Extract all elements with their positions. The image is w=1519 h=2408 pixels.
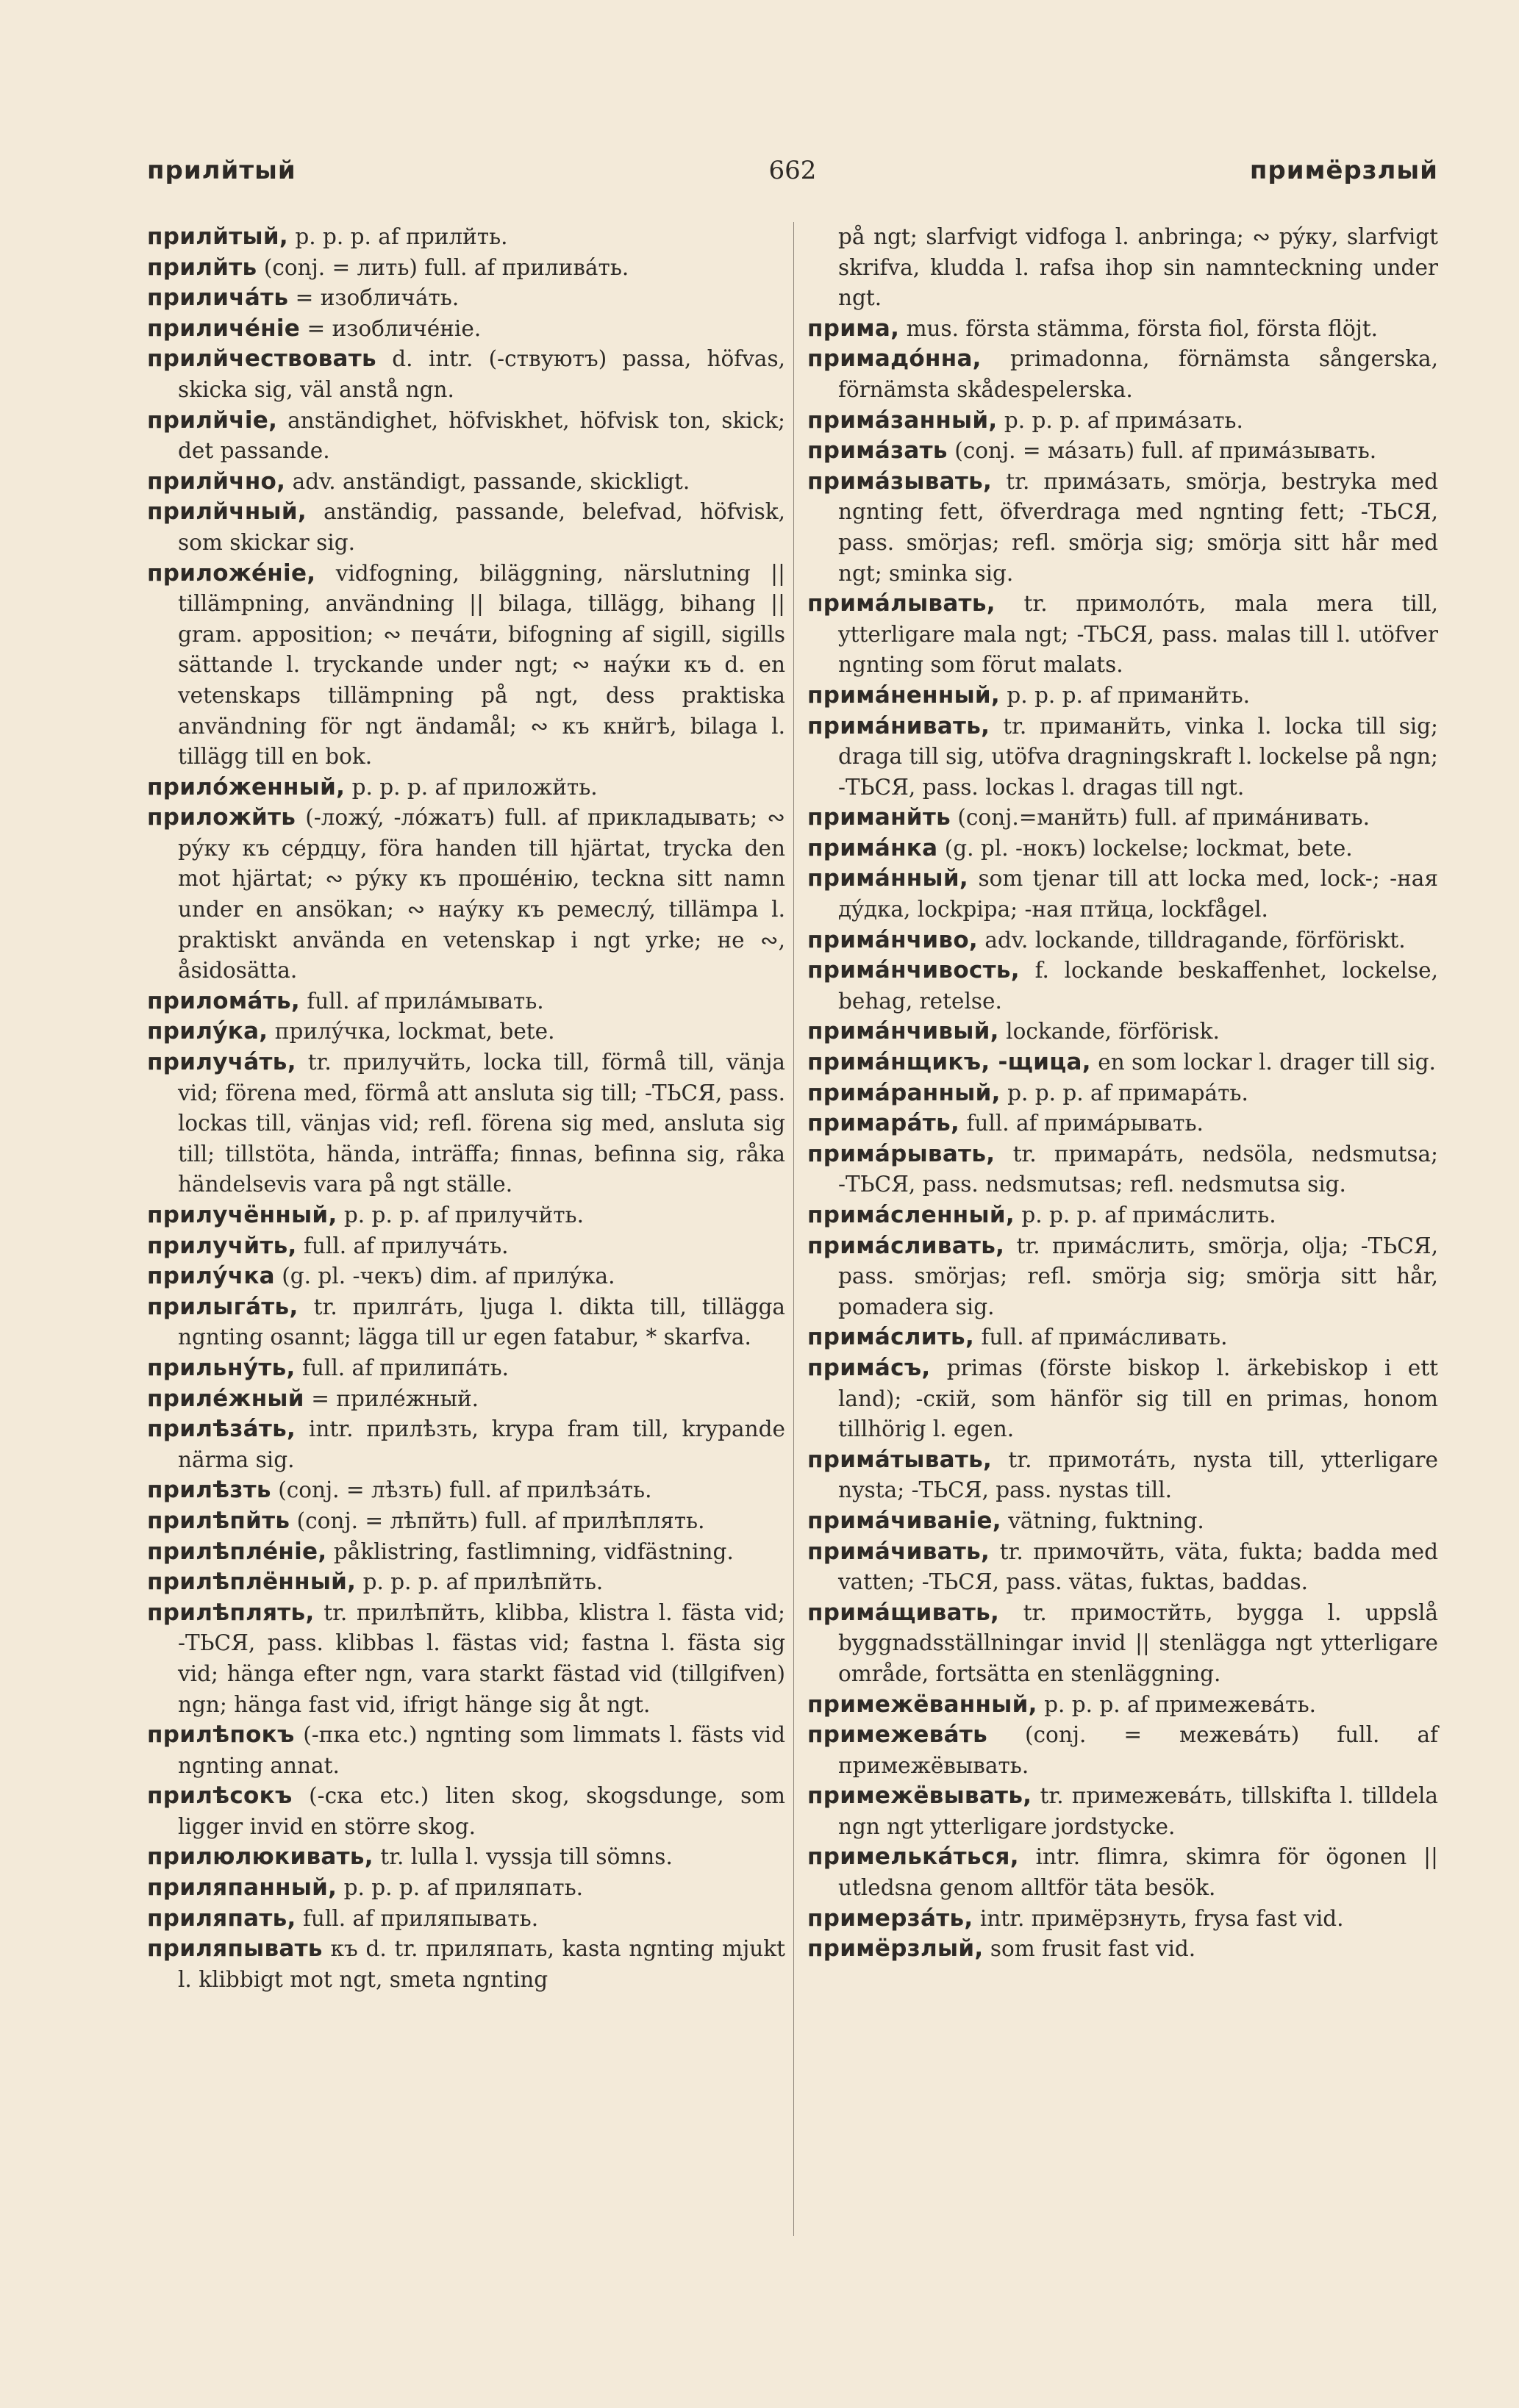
entry-headword: примежёванный, — [807, 1691, 1037, 1718]
dictionary-entry — [807, 1720, 1438, 1781]
entry-headword: приломáть, — [147, 987, 300, 1014]
entry-headword: прилѣзть — [147, 1477, 271, 1504]
dictionary-entry — [147, 1537, 785, 1568]
entry-definition: på ngt; slarfvigt vidfoga l. anbringa; ∾ рýку, slarfvigt skrifva, kludda l. rafsa ihop sin namnteckning under ngt. — [838, 224, 1438, 311]
entry-definition: mus. första stämma, första fiol, första flöjt. — [906, 315, 1378, 341]
dictionary-entry — [807, 681, 1438, 712]
entry-definition: tr. lulla l. vyssja till sömns. — [380, 1844, 673, 1870]
entry-definition: full. af прилучáть. — [303, 1233, 509, 1258]
entry-headword: приляпать, — [147, 1904, 296, 1932]
entry-headword: примáрывать, — [807, 1140, 996, 1167]
entry-headword: приляпывать — [147, 1935, 323, 1963]
entry-headword: приличéніе — [147, 315, 301, 342]
dictionary-entry — [807, 436, 1438, 467]
dictionary-entry — [807, 834, 1438, 864]
entry-definition: p. p. p. af приляпать. — [343, 1875, 584, 1901]
entry-definition: d. intr. (-ствуютъ) passa, höfvas, skicka sig, väl anstå ngn. — [178, 346, 785, 402]
entry-headword: приличáть — [147, 284, 289, 312]
dictionary-entry — [147, 1842, 785, 1873]
dictionary-entry — [807, 467, 1438, 589]
guide-word-first: прилйтый — [147, 156, 296, 185]
entry-definition: tr. примостйть, bygga l. uppslå byggnadsställningar invid || stenlägga ngt ytterligare område, fortsätta en stenläggning. — [838, 1599, 1438, 1686]
dictionary-entry — [807, 1904, 1438, 1935]
entry-definition: p. p. p. af прилйть. — [295, 224, 508, 249]
dictionary-entry — [807, 1017, 1438, 1047]
entry-headword: прилýчка — [147, 1263, 275, 1290]
entry-definition: adv. lockande, tilldragande, förföriskt. — [984, 927, 1406, 953]
entry-definition: (g. pl. -чекъ) dim. af прилýка. — [282, 1264, 615, 1289]
dictionary-entry — [807, 1047, 1438, 1078]
dictionary-entry — [147, 1261, 785, 1292]
entry-definition: (conj.=манйть) full. af примáнивать. — [957, 805, 1370, 831]
entry-definition: intr. прилѣзть, krypa fram till, krypande närma sig. — [178, 1416, 785, 1472]
entry-definition: (conj. = лить) full. af приливáть. — [263, 254, 629, 280]
entry-headword: приляпанный, — [147, 1874, 337, 1902]
entry-headword: прилйчно, — [147, 467, 286, 495]
dictionary-entry — [147, 222, 785, 253]
running-head — [147, 156, 1438, 200]
dictionary-entry — [807, 925, 1438, 956]
entry-definition: (-ска etc.) liten skog, skogsdunge, som ligger invid en större skog. — [178, 1783, 785, 1839]
entry-headword: примáслить, — [807, 1324, 975, 1351]
entry-definition: (g. pl. -нокъ) lockelse; lockmat, bete. — [944, 835, 1353, 861]
dictionary-entry — [147, 1384, 785, 1415]
dictionary-entry — [147, 1598, 785, 1720]
dictionary-entry — [807, 1078, 1438, 1109]
dictionary-entry — [807, 1934, 1438, 1965]
dictionary-entry — [807, 1200, 1438, 1231]
entry-definition: прилýчка, lockmat, bete. — [274, 1019, 555, 1044]
entry-definition: къ d. tr. приляпать, kasta ngnting mjukt l. klibbigt mot ngt, smeta ngnting — [178, 1936, 785, 1992]
entry-headword: приложéніе, — [147, 559, 316, 587]
entry-headword: прильнýть, — [147, 1354, 296, 1381]
dictionary-entry — [807, 1108, 1438, 1139]
entry-headword: прилóженный, — [147, 773, 346, 800]
entry-definition: tr. примарáть, nedsöla, nedsmutsa; -ТЬСЯ, pass. nedsmutsas; refl. nedsmutsa sig. — [838, 1141, 1438, 1197]
entry-headword: примелькáться, — [807, 1843, 1019, 1871]
entry-headword: прилучйть, — [147, 1232, 297, 1259]
entry-headword: примáзанный, — [807, 406, 998, 434]
dictionary-entry — [807, 222, 1438, 314]
dictionary-entry — [147, 1200, 785, 1231]
entry-headword: прилюлюкивать, — [147, 1843, 374, 1871]
entry-headword: примáзать — [807, 437, 948, 465]
dictionary-entry — [147, 1475, 785, 1506]
dictionary-entry — [807, 1231, 1438, 1323]
entry-headword: примерзáть, — [807, 1904, 973, 1932]
entry-definition: primadonna, förnämsta sångerska, förnämsta skådespelerska. — [838, 346, 1438, 402]
entry-definition: p. p. p. af приложйть. — [351, 774, 598, 800]
entry-headword: прилѣплéніе, — [147, 1538, 327, 1565]
entry-definition: primas (förste biskop l. ärkebiskop i ett land); -скій, som hänför sig till en primas, honom tillhörig l. egen. — [838, 1355, 1438, 1442]
entry-definition: anständig, passande, belefvad, höfvisk, som skickar sig. — [178, 499, 785, 555]
entry-headword: примáсливать, — [807, 1232, 1005, 1259]
entry-headword: примáнивать, — [807, 712, 990, 739]
entry-definition: p. p. p. af примáслить. — [1021, 1203, 1276, 1228]
entry-definition: = изобличéніе. — [307, 315, 482, 341]
entry-headword: примáненный, — [807, 681, 1000, 709]
dictionary-entry — [147, 1353, 785, 1384]
dictionary-entry — [147, 344, 785, 405]
entry-definition: (conj. = межевáть) full. af примежёвывать. — [838, 1722, 1438, 1778]
dictionary-entry — [807, 1353, 1438, 1445]
entry-definition: p. p. p. af примежевáть. — [1044, 1691, 1317, 1717]
dictionary-entry — [807, 1139, 1438, 1200]
entry-headword: прилýка, — [147, 1018, 268, 1045]
dictionary-entry — [147, 1231, 785, 1262]
entry-definition: tr. примочйть, väta, fukta; badda med vatten; -ТЬСЯ, pass. vätas, fuktas, baddas. — [838, 1538, 1438, 1595]
dictionary-entry — [147, 1904, 785, 1935]
entry-headword: прилѣплять, — [147, 1599, 315, 1626]
dictionary-entry — [147, 1047, 785, 1200]
dictionary-entry — [807, 1598, 1438, 1690]
entry-headword: прилйчный, — [147, 498, 307, 526]
dictionary-entry — [807, 956, 1438, 1017]
entry-definition: vidfogning, biläggning, närslutning || tillämpning, användning || bilaga, tillägg, bihang || gram. apposition; ∾ печáти, bifogning af sigill, sigills sättande l. tryckande under ngt; ∾ наýки къ d. en vetenskaps tillämpning på ngt, dess praktiska användning för ngt ändamål; ∾ къ кнйгѣ, bilaga l. tillägg till en bok. — [178, 560, 785, 770]
entry-definition: full. af приляпывать. — [303, 1905, 539, 1931]
dictionary-entry — [147, 1781, 785, 1842]
entry-definition: (conj. = лѣпйть) full. af прилѣплять. — [296, 1508, 705, 1533]
entry-headword: примáнчиво, — [807, 926, 979, 953]
entry-definition: tr. прилучйть, locka till, förmå till, vänja vid; förena med, förmå att ansluta sig till; -ТЬСЯ, pass. lockas till, vänjas vid; refl. förena sig med, ansluta sig till; tillstöta, hända, inträffa; finnas, befinna sig, råka händelsevis vara på ngt ställe. — [178, 1050, 785, 1197]
entry-headword: прилѣпокъ — [147, 1721, 295, 1749]
entry-headword: прилыгáть, — [147, 1293, 299, 1320]
dictionary-entry — [807, 712, 1438, 803]
dictionary-entry — [147, 1720, 785, 1781]
entry-headword: прилѣзáть, — [147, 1416, 296, 1443]
entry-headword: прилйть — [147, 254, 257, 281]
entry-headword: примáтывать, — [807, 1446, 993, 1473]
entry-definition: tr. примáслить, smörja, olja; -ТЬСЯ, pass. smörjas; refl. smörja sig; smörja sitt hår, pomadera sig. — [838, 1233, 1438, 1319]
entry-headword: примáнный, — [807, 865, 968, 892]
dictionary-entry — [147, 1292, 785, 1353]
entry-headword: примарáть, — [807, 1110, 960, 1137]
right-column — [807, 222, 1438, 1965]
entry-definition: p. p. p. af прилучйть. — [343, 1203, 584, 1228]
dictionary-entry — [807, 1537, 1438, 1598]
dictionary-entry — [147, 497, 785, 558]
entry-definition: tr. приманйть, vinka l. locka till sig; draga till sig, utöfva dragningskraft l. lockelse på ngn; -ТЬСЯ, pass. lockas l. dragas till ngt. — [838, 713, 1438, 800]
dictionary-entry — [807, 314, 1438, 345]
entry-definition: vätning, fuktning. — [1008, 1508, 1204, 1533]
entry-headword: примáранный, — [807, 1079, 1001, 1106]
entry-definition: tr. прилгáть, ljuga l. dikta till, tillägga ngnting osannt; lägga till ur egen fatabur, * skarfva. — [178, 1294, 785, 1350]
entry-headword: примадóнна, — [807, 345, 982, 373]
entry-headword: приложйть — [147, 804, 296, 831]
entry-definition: f. lockande beskaffenhet, lockelse, behag, retelse. — [838, 958, 1438, 1014]
entry-definition: lockande, förförisk. — [1006, 1019, 1220, 1044]
dictionary-entry — [807, 864, 1438, 925]
entry-headword: примáнка — [807, 834, 938, 861]
entry-headword: приманйть — [807, 804, 951, 831]
entry-definition: full. af прилипáть. — [302, 1355, 510, 1380]
dictionary-entry — [147, 1934, 785, 1995]
entry-headword: прилéжный — [147, 1385, 304, 1412]
dictionary-entry — [147, 773, 785, 803]
entry-definition: tr. примáзать, smörja, bestryka med ngnting fett, öfverdraga med ngnting fett; -ТЬСЯ, pass. smörjas; refl. smörja sig; smörja sitt hår med ngt; sminka sig. — [838, 468, 1438, 586]
entry-definition: full. af примáрывать. — [966, 1111, 1204, 1136]
entry-definition: (-ложý, -лóжатъ) full. af прикладывать; ∾ рýку къ сéрдцу, föra handen till hjärtat, trycka den mot hjärtat; ∾ рýку къ прошéнію, teckna sitt namn under en ansökan; ∾ наýку къ ремеслý, tillämpa l. praktiskt använda en vetenskap i ngt yrke; не ∾, åsidosätta. — [178, 805, 785, 983]
guide-word-last: примёрзлый — [1249, 156, 1438, 185]
entry-headword: прилйчіе, — [147, 406, 278, 434]
dictionary-entry — [147, 1873, 785, 1904]
entry-definition: (-пка etc.) ngnting som limmats l. fästs vid ngnting annat. — [178, 1722, 785, 1778]
entry-headword: примáчивать, — [807, 1538, 990, 1565]
page-number: 662 — [768, 156, 817, 185]
dictionary-entry — [147, 1506, 785, 1537]
entry-headword: прилучáть, — [147, 1049, 296, 1076]
entry-definition: (conj. = лѣзть) full. af прилѣзáть. — [278, 1477, 652, 1503]
dictionary-entry — [807, 406, 1438, 437]
entry-definition: full. af примáсливать. — [981, 1325, 1228, 1350]
entry-definition: (conj. = мáзать) full. af примáзывать. — [954, 438, 1377, 464]
dictionary-entry — [147, 253, 785, 284]
entry-definition: intr. примёрзнуть, frysa fast vid. — [979, 1905, 1344, 1931]
entry-definition: som tjenar till att locka med, lock-; -ная дýдка, lockpipa; -ная птйца, lockfågel. — [838, 866, 1438, 922]
entry-headword: прилучённый, — [147, 1202, 337, 1228]
dictionary-entry — [807, 344, 1438, 405]
dictionary-entry — [147, 803, 785, 986]
entry-headword: прилѣплённый, — [147, 1569, 357, 1596]
dictionary-entry — [807, 1842, 1438, 1903]
entry-definition: p. p. p. af прилѣпйть. — [362, 1569, 604, 1595]
dictionary-entry — [807, 803, 1438, 834]
entry-definition: intr. flimra, skimra för ögonen || utledsna genom alltför täta besök. — [838, 1844, 1438, 1901]
dictionary-entry — [147, 1414, 785, 1475]
entry-headword: примáзывать, — [807, 467, 993, 495]
entry-headword: примáчиваніе, — [807, 1507, 1001, 1534]
entry-definition: = изобличáть. — [295, 285, 460, 311]
entry-definition: = прилéжный. — [311, 1386, 479, 1411]
dictionary-entry — [807, 1445, 1438, 1506]
dictionary-entry — [147, 559, 785, 773]
entry-headword: примáнщикъ, -щица, — [807, 1049, 1091, 1076]
entry-headword: прилѣпйть — [147, 1507, 290, 1534]
entry-headword: примежевáть — [807, 1721, 987, 1749]
left-column — [147, 222, 785, 1995]
entry-headword: примáсленный, — [807, 1202, 1015, 1228]
entry-headword: примáщивать, — [807, 1599, 1000, 1626]
entry-definition: en som lockar l. drager till sig. — [1098, 1050, 1436, 1075]
dictionary-entry — [147, 467, 785, 498]
entry-headword: прилйчествовать — [147, 345, 376, 373]
dictionary-entry — [147, 986, 785, 1017]
entry-definition: p. p. p. af примарáть. — [1007, 1080, 1248, 1106]
entry-headword: примёрзлый, — [807, 1935, 984, 1963]
entry-definition: p. p. p. af примáзать. — [1004, 407, 1243, 433]
dictionary-entry — [147, 283, 785, 314]
dictionary-entry — [147, 1017, 785, 1047]
entry-headword: прилйтый, — [147, 223, 288, 250]
entry-definition: tr. прилѣпйть, klibba, klistra l. fästa vid; -ТЬСЯ, pass. klibbas l. fästas vid; fastna l. fästa sig vid; hänga efter ngn, vara starkt fästad vid (tillgifven) ngn; hänga fast vid, ifrigt hänge sig åt ngt. — [178, 1599, 785, 1717]
entry-headword: примáнчивый, — [807, 1018, 999, 1045]
entry-definition: anständighet, höfviskhet, höfvisk ton, skick; det passande. — [178, 407, 785, 464]
dictionary-entry — [147, 314, 785, 345]
column-divider — [793, 222, 794, 2236]
entry-headword: примáсъ, — [807, 1354, 931, 1381]
dictionary-entry — [807, 1690, 1438, 1721]
dictionary-entry — [807, 589, 1438, 681]
dictionary-entry — [807, 1781, 1438, 1842]
entry-definition: tr. примолóть, mala mera till, ytterligare mala ngt; -ТЬСЯ, pass. malas till l. utöfver ngnting som förut malats. — [838, 591, 1438, 678]
dictionary-entry — [147, 1567, 785, 1598]
dictionary-entry — [807, 1506, 1438, 1537]
entry-definition: tr. примотáть, nysta till, ytterligare nysta; -ТЬСЯ, pass. nystas till. — [838, 1447, 1438, 1503]
entry-definition: adv. anständigt, passande, skickligt. — [292, 468, 690, 494]
entry-definition: tr. примежевáть, tillskifta l. tilldela ngn ngt ytterligare jordstycke. — [838, 1783, 1438, 1839]
entry-headword: примáлывать, — [807, 590, 996, 617]
entry-definition: full. af прилáмывать. — [307, 988, 544, 1014]
dictionary-entry — [147, 406, 785, 467]
entry-headword: примежёвывать, — [807, 1782, 1032, 1810]
entry-definition: som frusit fast vid. — [990, 1936, 1196, 1962]
entry-headword: примáнчивость, — [807, 957, 1020, 984]
entry-headword: прилѣсокъ — [147, 1782, 293, 1810]
entry-definition: p. p. p. af приманйть. — [1007, 682, 1251, 708]
dictionary-entry — [807, 1322, 1438, 1353]
entry-definition: påklistring, fastlimning, vidfästning. — [333, 1538, 734, 1564]
entry-headword: прима, — [807, 315, 900, 342]
